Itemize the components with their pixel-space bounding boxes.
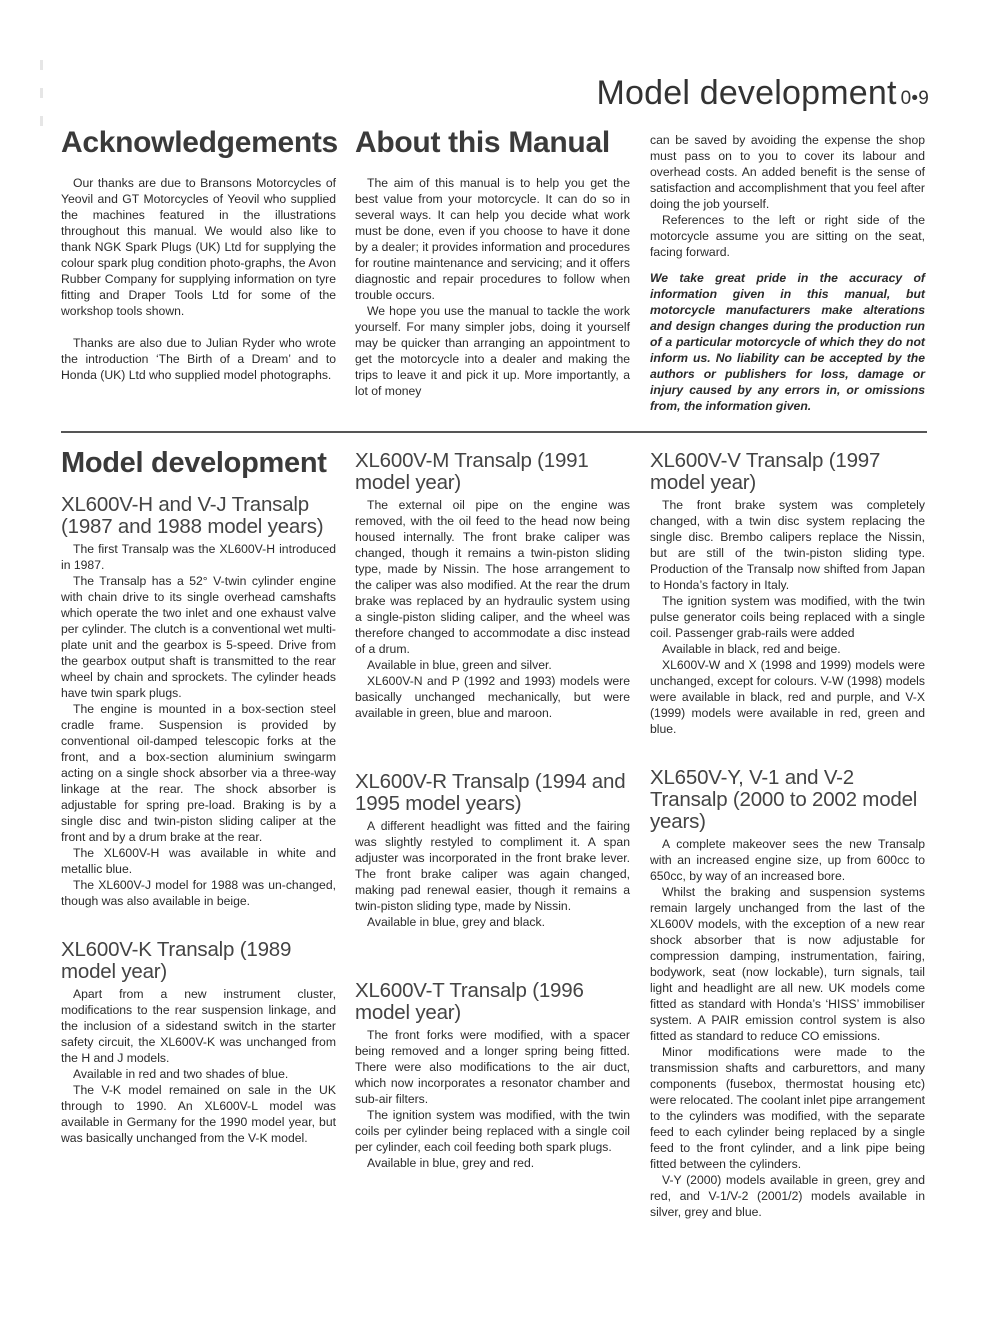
section-paragraph: The ignition system was modified, with the twin coils per cylinder being replaced with a single coil per cylinder, each coil feeding both spark plugs.	[355, 1108, 630, 1154]
section-paragraph: The front forks were modified, with a spacer being removed and a longer spring being fitted. There were also modifications to the air duct, which now incorporates a resonator chamber and sub-air filters.	[355, 1028, 630, 1106]
acknowledgements-paragraph: Our thanks are due to Bransons Motorcycles of Yeovil and GT Motorcycles of Yeovil who supplied the machines featured in the illustrations throughout this manual. We would also like to thank NGK Spark Plugs (UK) Ltd for supplying the colour spark plug condition photo-graphs, the Avon Rubber Company for supplying information on tyre fitting and Draper Tools Ltd for some of the workshop tools shown.	[61, 176, 336, 318]
model-section-y-1-2	[650, 767, 925, 1220]
section-paragraph: The XL600V-H was available in white and metallic blue.	[61, 846, 336, 876]
section-paragraph: Available in black, red and beige.	[662, 642, 841, 656]
scan-margin-marks	[40, 60, 44, 160]
section-paragraph: Available in blue, green and silver.	[367, 658, 552, 672]
section-paragraph: The XL600V-J model for 1988 was un-changed, though was also available in beige.	[61, 878, 336, 908]
section-paragraph: The front brake system was completely changed, with a twin disc system replacing the single disc. Brembo calipers replace the Nissin, but are still of the twin-piston sliding type. Production of the Transalp now shifted from Japan to Honda’s factory in Italy.	[650, 498, 925, 592]
section-divider	[61, 431, 927, 433]
about-paragraph: References to the left or right side of the motorcycle assume you are sitting on the seat, facing forward.	[650, 213, 925, 259]
about-manual-section	[355, 126, 630, 399]
section-heading: XL600V-M Transalp (1991 model year)	[355, 449, 589, 494]
acknowledgements-title: Acknowledgements	[61, 126, 338, 159]
section-paragraph: XL600V-N and P (1992 and 1993) models were basically unchanged mechanically, but were available in green, blue and maroon.	[355, 674, 630, 720]
section-paragraph: The Transalp has a 52° V-twin cylinder engine with chain drive to its single overhead camshafts which operate the two inlet and one exhaust valve per cylinder. The clutch is a conventional wet multi-plate unit and the gearbox is 5-speed. Drive from the gearbox output shaft is transmitted to the rear wheel by chain and sprockets. The cylinder heads have twin spark plugs.	[61, 574, 336, 700]
section-heading: XL600V-K Transalp (1989 model year)	[61, 938, 292, 983]
model-section-m	[355, 450, 630, 721]
section-heading: XL600V-V Transalp (1997 model year)	[650, 449, 881, 494]
section-paragraph: Available in blue, grey and red.	[367, 1156, 535, 1170]
about-paragraph: The aim of this manual is to help you get the best value from your motorcycle. It can do so in several ways. It can help you decide what work must be done, even if you choose to have it done by a dealer; it provides information and procedures for routine maintenance and servicing; and it offers diagnostic and repair procedures to follow when trouble occurs.	[355, 176, 630, 302]
section-paragraph: The engine is mounted in a box-section steel cradle frame. Suspension is provided by conventional oil-damped telescopic forks at the front, and a box-section aluminium swingarm acting on a single shock absorber via a three-way linkage at the rear. The shock absorber is adjustable for spring pre-load. Braking is by a single disc and twin-piston sliding caliper at the front and by a drum brake at the rear.	[61, 702, 336, 844]
section-paragraph: XL600V-W and X (1998 and 1999) models were unchanged, except for colours. V-W (1998) models were available in black, red and purple, and V-X (1999) models were available in red, green and blue.	[650, 658, 925, 736]
model-section-r	[355, 771, 630, 930]
section-paragraph: V-Y (2000) models available in green, grey and red, and V-1/V-2 (2001/2) models available in silver, grey and blue.	[650, 1173, 925, 1219]
section-paragraph: A complete makeover sees the new Transalp with an increased engine size, up from 600cc to 650cc, by way of an increased bore.	[650, 837, 925, 883]
section-paragraph: The V-K model remained on sale in the UK through to 1990. An XL600V-L model was available in Germany for the 1990 model year, but was basically unchanged from the V-K model.	[61, 1083, 336, 1145]
page-header	[596, 74, 929, 113]
section-paragraph: Available in red and two shades of blue.	[73, 1067, 289, 1081]
acknowledgements-section	[61, 126, 336, 383]
section-heading: XL650V-Y, V-1 and V-2 Transalp (2000 to 2002 model years)	[650, 766, 918, 833]
model-section-v	[650, 450, 925, 737]
section-paragraph: A different headlight was fitted and the fairing was slightly restyled to compliment it. A span adjuster was incorporated in the front brake lever. The front brake caliper was again changed, making pad renewal easier, though it remains a twin-piston sliding type, made by Nissin.	[355, 819, 630, 913]
section-heading: XL600V-T Transalp (1996 model year)	[355, 979, 584, 1024]
section-paragraph: Whilst the braking and suspension systems remain largely unchanged from the last of the XL600V models, with the exception of a new rear shock absorber that is now adjustable for compression damping, instrumentation, fairing, bodywork, seat (now lockable), turn signals, tail light and headlight are all new. UK models come fitted as standard with Honda’s ‘HISS’ immobiliser system. A PAIR emission control system is also fitted as standard to reduce CO emissions.	[650, 885, 925, 1043]
disclaimer-paragraph: We take great pride in the accuracy of information given in this manual, but motorcycle manufacturers make alterations and design changes during the production run of a particular motorcycle of which they do not inform us. No liability can be accepted by the authors or publishers for loss, damage or injury caused by any errors in, or omissions from, the information given.	[650, 271, 925, 413]
about-manual-title: About this Manual	[355, 126, 610, 159]
section-paragraph: The external oil pipe on the engine was removed, with the oil feed to the head now being housed internally. The front brake caliper was changed, though it remains a twin-piston sliding type, made by Nissin. The hose arrangement to the caliper was also modified. At the rear the drum brake was replaced by an hydraulic system using a single-piston sliding caliper, and the wheel was therefore changed to accommodate a disc instead of a drum.	[355, 498, 630, 656]
running-title: Model development	[596, 74, 897, 112]
section-paragraph: Available in blue, grey and black.	[367, 915, 545, 929]
section-heading: XL600V-H and V-J Transalp (1987 and 1988 model years)	[61, 493, 324, 538]
section-heading: XL600V-R Transalp (1994 and 1995 model years)	[355, 770, 626, 815]
model-development-col-2	[355, 450, 630, 1171]
model-section-k	[61, 939, 336, 1146]
about-manual-continued	[650, 132, 925, 414]
model-section-t	[355, 980, 630, 1171]
model-development-col-3	[650, 450, 925, 1220]
acknowledgements-paragraph: Thanks are also due to Julian Ryder who wrote the introduction ‘The Birth of a Dream’ and to Honda (UK) Ltd who supplied model photographs.	[61, 336, 336, 382]
model-section-h-j	[61, 494, 336, 909]
section-paragraph: Apart from a new instrument cluster, modifications to the rear suspension linkage, and the inclusion of a sidestand switch in the starter safety circuit, the XL600V-K was unchanged from the H and J models.	[61, 987, 336, 1065]
page-number: 0•9	[900, 88, 929, 109]
about-paragraph: can be saved by avoiding the expense the shop must pass on to you to cover its labour and overhead costs. An added benefit is the sense of satisfaction and accomplishment that you feel after doing the job yourself.	[650, 133, 925, 211]
section-paragraph: The first Transalp was the XL600V-H introduced in 1987.	[61, 542, 336, 572]
section-paragraph: Minor modifications were made to the transmission shafts and carburettors, and many components (fusebox, thermostat housing etc) were relocated. The coolant inlet pipe arrangement to the cylinders was modified, with the separate feed to each cylinder being replaced by a single feed to the front cylinder, and a link pipe being fitted between the cylinders.	[650, 1045, 925, 1171]
model-development-col-1	[61, 448, 336, 1146]
model-development-title: Model development	[61, 447, 327, 479]
about-paragraph: We hope you use the manual to tackle the work yourself. For many simpler jobs, doing it yourself may be quicker than arranging an appointment to get the motorcycle into a dealer and making the trips to leave it and pick it up. More importantly, a lot of money	[355, 304, 630, 398]
section-paragraph: The ignition system was modified, with the twin pulse generator coils being replaced with a single coil. Passenger grab-rails were added	[650, 594, 925, 640]
